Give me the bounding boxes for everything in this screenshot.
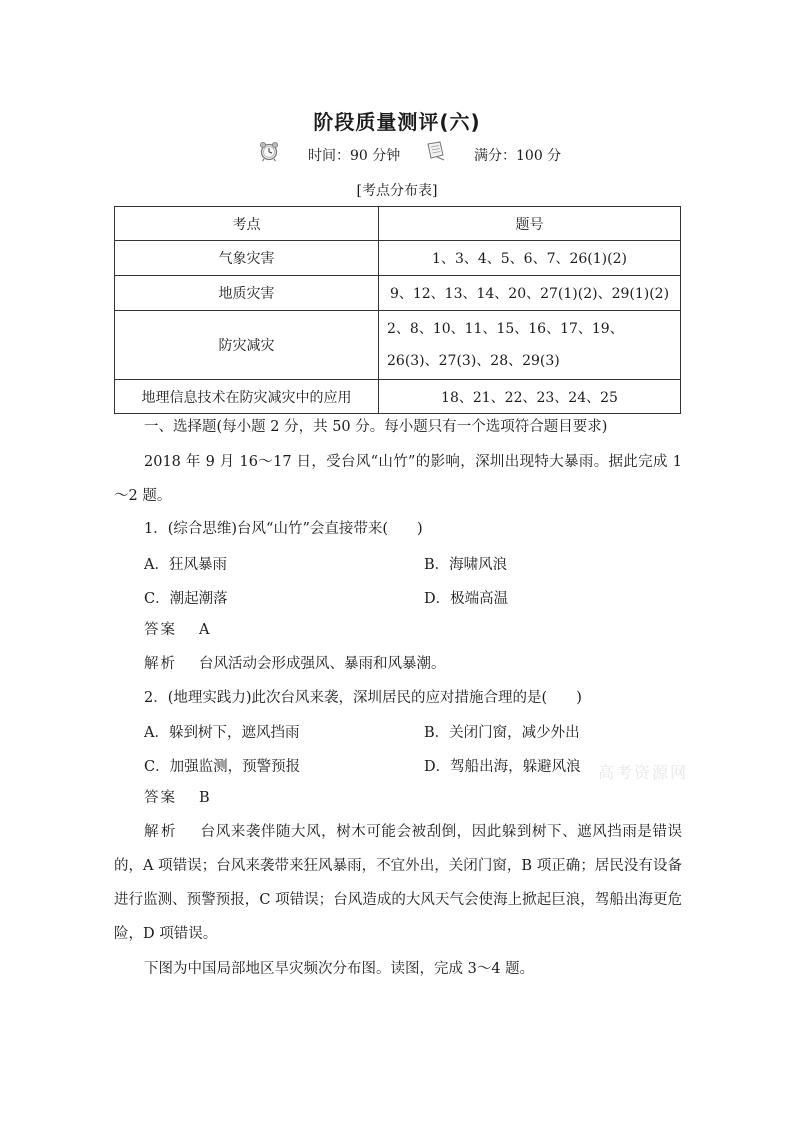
q2-analysis: [114, 815, 682, 951]
table-cell-questions: 2、8、10、11、15、16、17、19、26(3)、27(3)、28、29(3): [379, 311, 681, 380]
exam-meta: [0, 140, 794, 168]
analysis-text: 台风活动会形成强风、暴雨和风暴潮。: [199, 656, 446, 672]
table-header-topic: 考点: [115, 207, 379, 241]
watermark: 高考资源网: [598, 763, 689, 782]
answer-value: B: [199, 790, 210, 806]
q1-option-d: D．极端高温: [424, 591, 509, 607]
q2-option-c: C．加强监测，预警预报: [144, 759, 301, 775]
alarm-clock-icon: [258, 140, 280, 162]
table-row: [115, 380, 681, 414]
passage-intro-2: 下图为中国局部地区旱灾频次分布图。读图，完成 3～4 题。: [144, 961, 535, 977]
table-row: [115, 241, 681, 276]
q1-analysis: [114, 647, 682, 681]
score-label: 满分：100 分: [474, 148, 562, 164]
analysis-text: 台风来袭伴随大风，树木可能会被刮倒，因此躲到树下、遮风挡雨是错误的，A 项错误；台风来袭带来狂风暴雨，不宜外出，关闭门窗，B 项正确；居民没有设备进行监测、预警预报，C 项错误；台风造成的大风天气会使海上掀起巨浪，驾船出海更危险，D 项错误。: [114, 824, 683, 942]
table-cell-topic: 地质灾害: [115, 276, 379, 311]
question-2-stem: 2．(地理实践力)此次台风来袭，深圳居民的应对措施合理的是( ): [144, 690, 582, 706]
q1-option-c: C．潮起潮落: [144, 591, 228, 607]
scroll-icon: [424, 140, 446, 162]
time-label: 时间：90 分钟: [308, 148, 401, 164]
section-heading: 一、选择题(每小题 2 分，共 50 分。每小题只有一个选项符合题目要求): [144, 419, 608, 435]
table-cell-topic: 地理信息技术在防灾减灾中的应用: [115, 380, 379, 414]
q1-answer: [114, 613, 682, 647]
table-cell-topic: 气象灾害: [115, 241, 379, 276]
passage-intro: 2018 年 9 月 16～17 日，受台风“山竹”的影响，深圳出现特大暴雨。据此完成 1～2 题。: [114, 454, 682, 504]
table-cell-topic: 防灾减灾: [115, 311, 379, 380]
answer-label: 答案: [144, 790, 177, 806]
q1-option-a: A．狂风暴雨: [144, 557, 227, 573]
q1-option-b: B．海啸风浪: [424, 557, 508, 573]
q2-option-d: D．驾船出海，躲避风浪: [424, 759, 581, 775]
table-cell-questions: 9、12、13、14、20、27(1)(2)、29(1)(2): [379, 276, 681, 311]
table-row: [115, 276, 681, 311]
question-1-stem: 1．(综合思维)台风“山竹”会直接带来( ): [144, 521, 423, 537]
q2-answer: [114, 781, 682, 815]
analysis-label: 解析: [144, 824, 179, 840]
analysis-label: 解析: [144, 656, 177, 672]
table-cell-questions: 18、21、22、23、24、25: [379, 380, 681, 414]
topic-distribution-table: [114, 206, 681, 414]
table-title: [考点分布表]: [356, 183, 438, 199]
q2-option-a: A．躲到树下，遮风挡雨: [144, 725, 300, 741]
table-row: [115, 311, 681, 380]
q2-option-b: B．关闭门窗，减少外出: [424, 725, 580, 741]
answer-label: 答案: [144, 622, 177, 638]
table-header-questions: 题号: [379, 207, 681, 241]
page-title: 阶段质量测评(六): [313, 110, 481, 134]
table-header-row: [115, 207, 681, 241]
answer-value: A: [199, 622, 210, 638]
table-cell-questions: 1、3、4、5、6、7、26(1)(2): [379, 241, 681, 276]
